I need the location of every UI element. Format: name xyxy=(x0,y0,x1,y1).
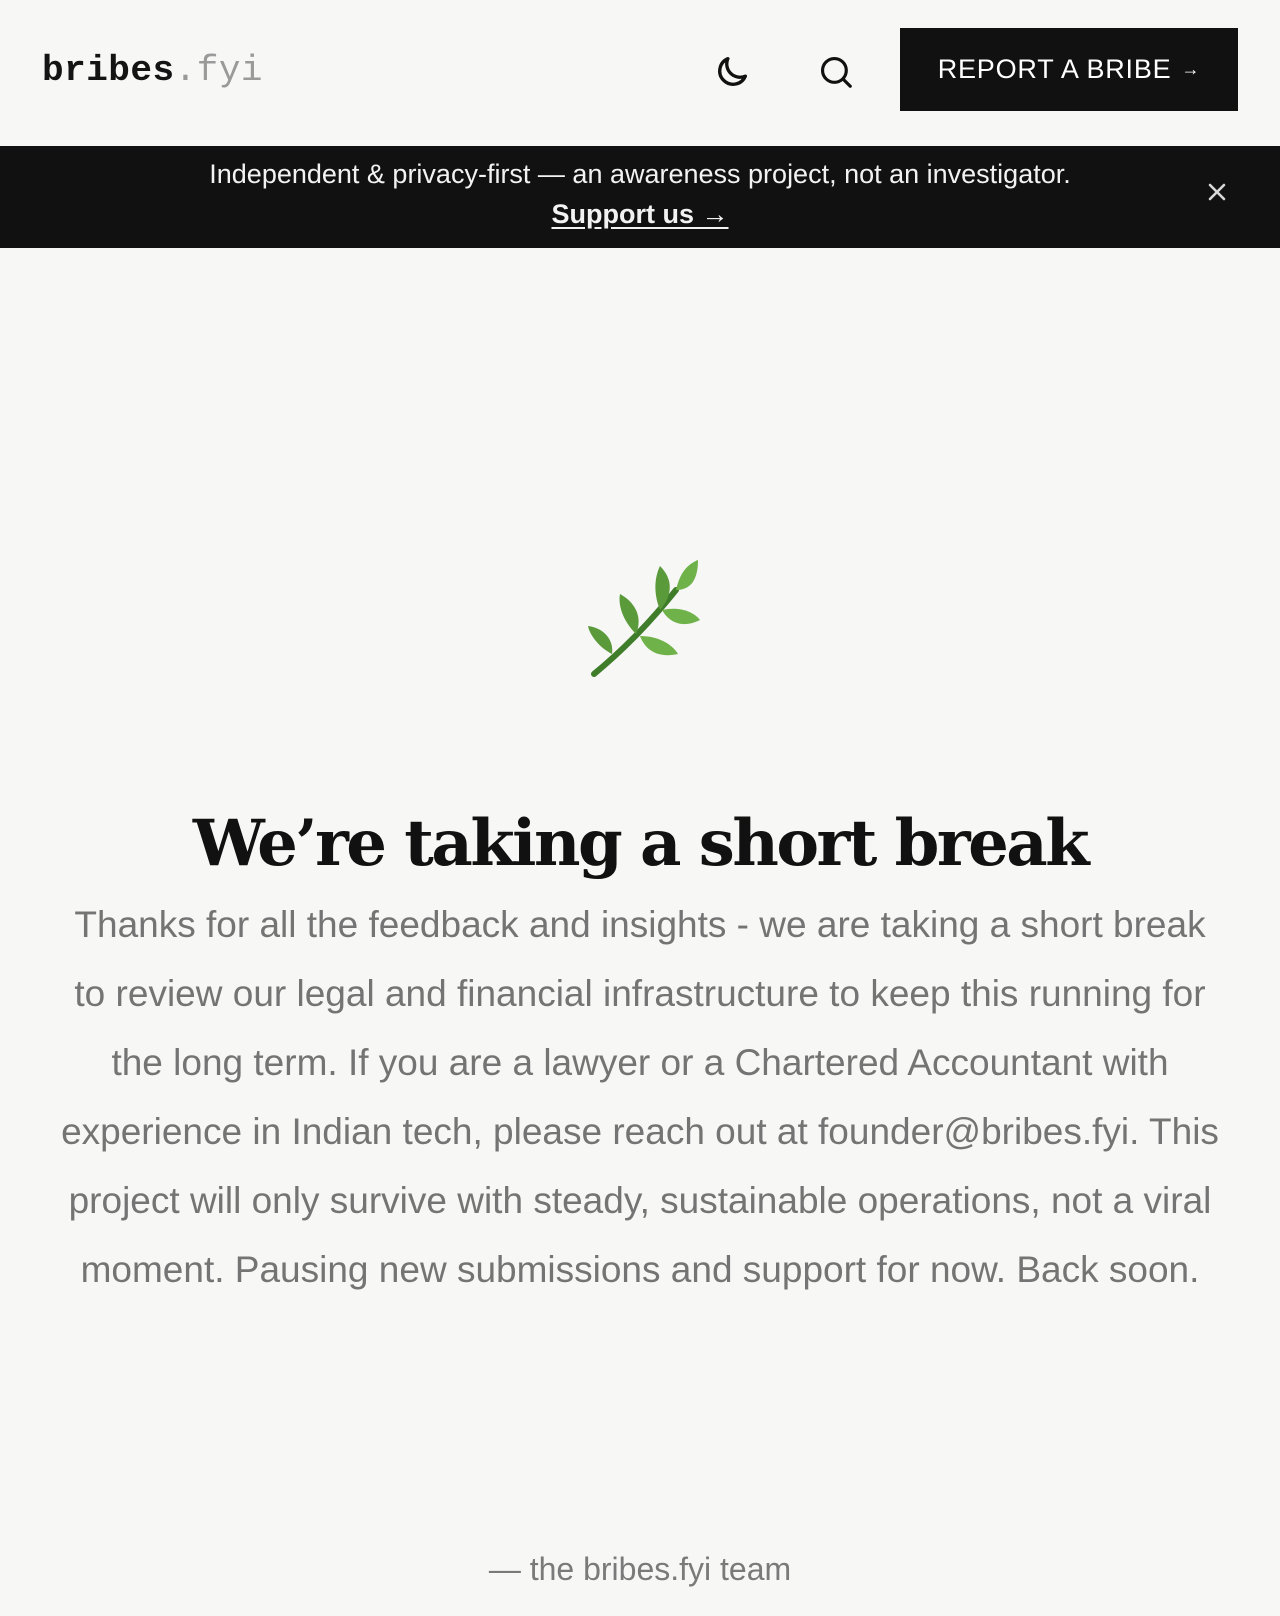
report-bribe-button[interactable] xyxy=(900,28,1238,111)
logo-domain: .fyi xyxy=(174,50,264,91)
logo-wordmark: bribes xyxy=(42,50,175,91)
page-title: We’re taking a short break xyxy=(192,805,1088,881)
moon-icon xyxy=(712,52,752,92)
site-header xyxy=(0,0,1280,146)
search-button[interactable] xyxy=(810,46,862,98)
theme-toggle-button[interactable] xyxy=(706,46,758,98)
close-icon xyxy=(1205,180,1229,204)
site-logo[interactable] xyxy=(42,48,263,94)
banner-close-button[interactable] xyxy=(1200,175,1234,209)
report-bribe-label: REPORT A BRIBE xyxy=(937,54,1172,84)
leaf-icon xyxy=(576,556,704,684)
break-message: Thanks for all the feedback and insights - we are taking a short break to review our legal and financial infrastructure to keep this running for the long term. If you are a lawyer or a Chartered Accountant with experience in Indian tech, please reach out at founder@bribes.fyi. This project will only survive with steady, sustainable operations, not a viral moment. Pausing new submissions and support for now. Back soon. xyxy=(61,904,1219,1290)
arrow-right-icon: → xyxy=(1181,59,1201,79)
announcement-banner xyxy=(0,146,1280,248)
banner-message: Independent & privacy-first — an awareness project, not an investigator. xyxy=(209,159,1071,189)
search-icon xyxy=(817,53,855,91)
support-us-link[interactable]: Support us → xyxy=(551,199,729,229)
team-signoff: — the bribes.fyi team xyxy=(488,1551,792,1587)
